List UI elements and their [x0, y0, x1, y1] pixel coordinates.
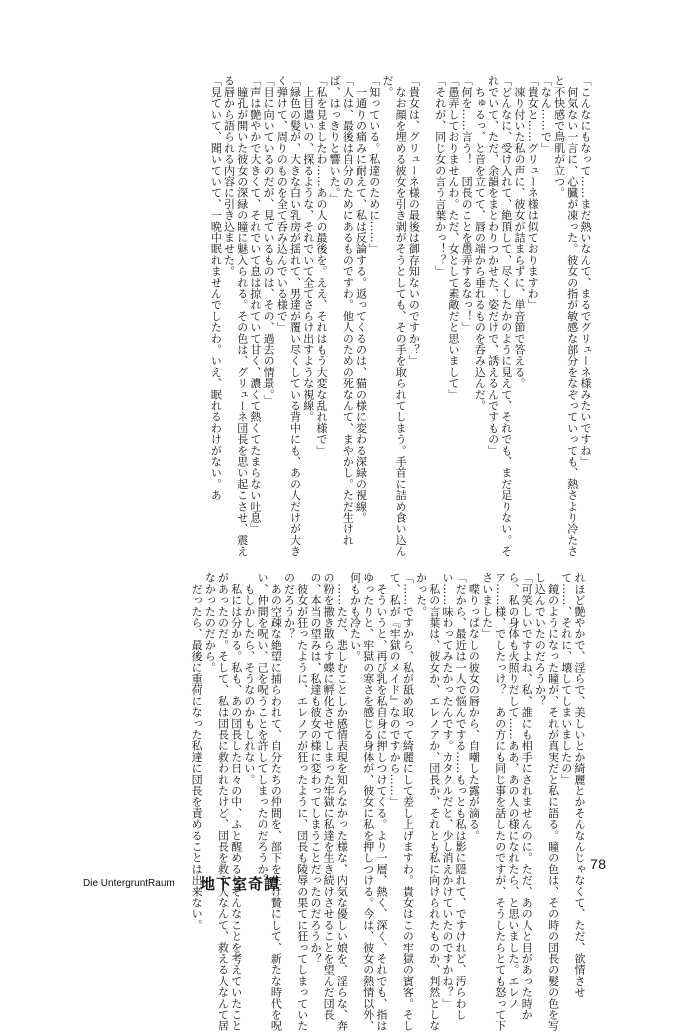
paragraph: 「緑色の髪が、大きな白い乳房が揺れて、男達が覆い尽くしている背中にも、あの人だけが大きく弾けて、周りのものを全て呑み込んでいる様で」: [275, 75, 302, 557]
paragraph: 「だから、最近は一人で悩んでする……もっとも私は影に隠れて、ですけれど、汚らわしい……味わってみたかったんです。カタクルだと、少し消えかけていたのですかね？」: [440, 572, 468, 1020]
paragraph: 私には分かる。私も、あの団長した日々の中、ふと醒めるとそんなことを考えていたことがあったのだ。そして、私は団長に救われたけど、団長を救う人なんて、救える人なんて居なかったのだから。: [203, 572, 243, 1032]
paragraph: 鏡のようになった瞳が、それが真実だと私に語る。瞳の色は、その時の団長の髪の色を写し込んでいたのだろうか？: [533, 572, 560, 1032]
paragraph: 彼女が狂ったように、エレノアが狂ったように、団長も陵辱の果てに狂ってしまっていたのだろうか？: [282, 572, 309, 1032]
paragraph: 何気ない一言に、心臓が凍った。彼女の指が敏感な部分をなぞっていっても、熱さより冷たさと不快感で鳥肌が立つ。: [552, 75, 579, 557]
paragraph: 「何を……言う！ 団長のことを愚弄するなっ！」: [460, 75, 474, 333]
paragraph: 「どんなに、受け入れて、絶頂して、尽くしたかのように見えて、それでも、まだ足りない。それでいて、ただ、余韻をまとわりつかせた、姿だけで、誘えるんですもの」: [486, 75, 513, 557]
paragraph: 「貴女と……グリューネ様は似ておりますわ」: [526, 75, 540, 311]
footer-series-title: 地下室奇譚: [200, 875, 281, 893]
paragraph: だったら、最後に重荷になった私達に団長を責めることは出来ない。: [190, 572, 204, 931]
paragraph: 「こんなにもなって……まだ熱いなんて、まるでグリューネ様みたいですね」: [579, 75, 592, 467]
paragraph: [420, 75, 433, 563]
paragraph: ちゅるっ、と音を立てて、唇の端から垂れるものを呑み込んだ。: [473, 75, 487, 411]
paragraph: 「目に向いているのだが、見ているものは、その、過去の情景。」: [262, 75, 276, 406]
paragraph: れほど艶やかで、淫らで、美しいとか綺麗とかそんなんじゃなくて、ただ、欲情させて……、それに、壊してしまいましたの」: [559, 572, 586, 998]
paragraph: ……ただ、悲しむことしか感情表現を知らなかった様な、内気な優しい娘を、淫らな、奔の粉を撒き散らす蝶に孵化させてしまった牢獄に私達を生き続けさせることを望んだ団長の、本当の望みは、私達も彼女の様に変わってしまうことだったのだろうか？: [308, 572, 349, 1032]
paragraph: 「知っている。私達のために……」: [367, 75, 381, 255]
paragraph: 「それが、同じ女の言う言葉かっ！？」: [433, 75, 447, 277]
paragraph: 「……ですから、私が舐め取って綺麗にして差し上げますわ。貴女はこの牢獄の賓客。そして、私が『牢獄のメイド』なのですから……」: [388, 572, 415, 1032]
paragraph: 「可笑しいですよね、私、誰にも相手にされませんのに。ただ、あの人と目があった時から、私の身体も火照りだして……ああ、あの人の様になれたら、と思いました。エレノア……様、でしたっけ？ あの方にも同じ事を話したのですが、そうしたらとても怒って下さいました」: [480, 572, 534, 1032]
paragraph: あの空疎な絶望に捕らわれて、自分たちの仲間を、部下を生け贄にして、新たな時代を呪い、仲間を呪い、己を呪うことを許してしまったのだろうか？: [256, 572, 283, 1032]
paragraph: そういうと、再び乳を私自身に押しつけてくる。より一層、熱く、深く、それでも、指はゆったりと、牢獄の寒さを感じる身体が、彼女に私を押しつける。今は、彼女の熱情以外、何もかも冷たい。: [348, 572, 388, 1032]
paragraph: 凍り付いた私の声に、彼女が詰まらずに、単音節で答える。: [512, 75, 526, 389]
paragraph: 「愚弄しておりませんわ。ただ、女として素敵だと思いまして」: [446, 75, 460, 400]
text-block-bottom: [90, 572, 586, 1032]
paragraph: なお顔を埋める彼女を引き剥がそうとしても、その手を取られてしまう。手首に詰め食い込んだ。: [380, 75, 408, 557]
footer-series-latin: Die UntergruntRaum: [83, 878, 175, 889]
paragraph: 私の言葉は、彼女か、エレノアか、団長か、それとも私に向けられたものか、判然としなかった。: [414, 572, 441, 1032]
paragraph: 「見ていて、聞いていて、一晩中眠れませんでしたわ。いえ、眠れるわけがない。あ: [209, 75, 223, 501]
paragraph: 一通りの痛みに耐えて、私は反論する。返ってくるのは、猫の様に変わる深緑の視線。: [354, 75, 368, 523]
paragraph: 上目遣いの、探るような、それでいて全てさらけ出すような視線。: [301, 75, 315, 423]
paragraph: 「人は、最後は自分のためにあるものですわ。他人のための死なんて、まやかし。ただ生ければ、はっきりと響いた。」: [328, 75, 355, 546]
paragraph: 「なん……で」: [539, 75, 553, 154]
paragraph: 喋りっぱなしの彼女の唇から、自嘲した露が滴る。: [467, 572, 481, 841]
paragraph: もしかしたら、そうなのかもしれない。: [242, 572, 256, 785]
paragraph: 瞳孔が開いた彼女の深緑の瞳に魅入られる。その色は、グリューネ団長を思い起こさせ、震える唇から語られる内容に引き込ませた。: [222, 75, 249, 557]
page-number: 78: [590, 856, 607, 872]
text-block-top: [92, 75, 592, 563]
paragraph: 「私を見ましたわ……あの人の最後を。ええ、それはもう大変な乱れ様で」: [314, 75, 328, 456]
paragraph: 「貴女は、グリューネ様の最後は御存知ないのですか？」: [407, 75, 421, 367]
paragraph: 「声は艶やかで大きくて、それでいて息は掠れていて甘く、濃くて熱くてたまらない吐息」: [248, 75, 262, 535]
